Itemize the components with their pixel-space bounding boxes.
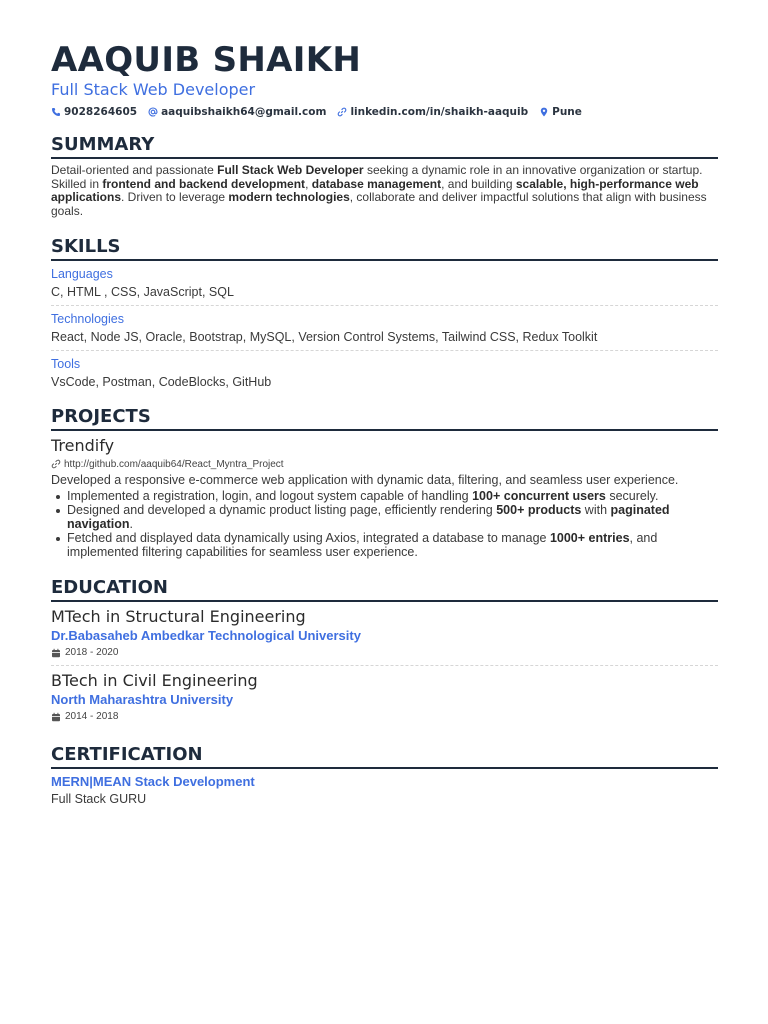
degree-name: MTech in Structural Engineering [51, 606, 306, 626]
section-title-education: EDUCATION [51, 577, 718, 602]
projects-section [51, 406, 718, 559]
contact-location [539, 106, 582, 118]
skill-label: Tools [51, 356, 81, 371]
summary-section [51, 134, 718, 219]
education-section [51, 577, 718, 729]
link-icon [51, 459, 61, 469]
summary-highlight: scalable, high-performance web applications [51, 176, 699, 205]
bullet-highlight: 100+ concurrent users [472, 488, 606, 503]
summary-highlight: Full Stack Web Developer [217, 163, 364, 177]
education-dates [51, 647, 718, 659]
candidate-name: AAQUIB SHAIKH [51, 40, 362, 80]
section-title-skills: SKILLS [51, 236, 718, 261]
project-bullets [51, 489, 718, 559]
summary-highlight: database management [311, 176, 442, 191]
education-dates [51, 711, 718, 723]
bullet-highlight: 1000+ entries [549, 530, 630, 545]
summary-highlight: modern technologies [228, 190, 350, 205]
skill-group [51, 261, 718, 305]
bullet-text: Designed and developed a dynamic product listing page, efficiently rendering [67, 502, 497, 517]
degree-name: BTech in Civil Engineering [51, 670, 258, 690]
list-item [51, 503, 718, 531]
certification-name: MERN|MEAN Stack Development [51, 773, 255, 789]
contact-linkedin[interactable] [337, 106, 528, 118]
project-url: http://github.com/aaquib64/React_Myntra_Project [64, 458, 284, 470]
bullet-highlight: 500+ products [496, 502, 582, 517]
list-item [51, 531, 718, 559]
certification-issuer: Full Stack GURU [51, 791, 147, 806]
section-title-certification: CERTIFICATION [51, 744, 718, 769]
link-icon [337, 107, 347, 117]
list-item [51, 489, 718, 503]
bullet-text: Fetched and displayed data dynamically using Axios, integrated a database to manage [67, 530, 550, 545]
project-description: Developed a responsive e-commerce web application with dynamic data, filtering, and seamless user experience. [51, 472, 679, 487]
date-range: 2014 - 2018 [65, 710, 119, 722]
email-address: aaquibshaikh64@gmail.com [161, 106, 327, 118]
bullet-text: Implemented a registration, login, and logout system capable of handling [67, 488, 473, 503]
summary-part: Detail-oriented and passionate [51, 163, 218, 177]
contact-bar [51, 106, 718, 118]
linkedin-url: linkedin.com/in/shaikh-aaquib [350, 106, 529, 118]
bullet-text: , and implemented filtering capabilities for seamless user experience. [67, 530, 658, 559]
skill-group [51, 350, 718, 395]
skill-label: Languages [51, 266, 113, 281]
project-link[interactable] [51, 458, 718, 471]
summary-part: , collaborate and deliver impactful solutions that align with business goals. [51, 190, 707, 219]
skill-value: C, HTML , CSS, JavaScript, SQL [51, 284, 234, 299]
at-sign-icon [148, 107, 158, 117]
skill-group [51, 305, 718, 350]
certification-section [51, 744, 718, 807]
section-title-summary: SUMMARY [51, 134, 718, 159]
project-name: Trendify [51, 435, 115, 455]
summary-part: . Driven to leverage [121, 190, 229, 205]
skill-value: VsCode, Postman, CodeBlocks, GitHub [51, 374, 272, 389]
candidate-title: Full Stack Web Developer [51, 80, 256, 99]
project-entry [51, 436, 718, 559]
education-entry [51, 602, 718, 665]
phone-icon [51, 107, 61, 117]
skills-section [51, 236, 718, 395]
summary-part: seeking a dynamic role in an innovative organization or startup. Skilled in [51, 163, 703, 191]
date-range: 2018 - 2020 [65, 646, 119, 658]
phone-number: 9028264605 [64, 106, 138, 118]
summary-highlight: frontend and backend development [102, 176, 306, 191]
bullet-text: securely. [605, 488, 659, 503]
skill-label: Technologies [51, 311, 124, 326]
school-name: Dr.Babasaheb Ambedkar Technological University [51, 627, 361, 643]
school-name: North Maharashtra University [51, 691, 234, 707]
bullet-highlight: paginated navigation [67, 502, 670, 531]
contact-email[interactable] [148, 106, 326, 118]
bullet-text: with [581, 502, 611, 517]
contact-phone[interactable] [51, 106, 137, 118]
summary-part: , [305, 176, 312, 191]
location-pin-icon [539, 107, 549, 117]
summary-text [51, 164, 718, 219]
section-title-projects: PROJECTS [51, 406, 718, 431]
education-entry [51, 665, 718, 729]
calendar-icon [51, 648, 61, 658]
location-text: Pune [552, 106, 582, 118]
bullet-text: . [129, 516, 133, 531]
resume [51, 40, 718, 807]
summary-part: , and building [441, 176, 516, 191]
calendar-icon [51, 712, 61, 722]
resume-header [51, 40, 718, 118]
skill-value: React, Node JS, Oracle, Bootstrap, MySQL, Version Control Systems, Tailwind CSS, Redux Toolkit [51, 329, 598, 344]
